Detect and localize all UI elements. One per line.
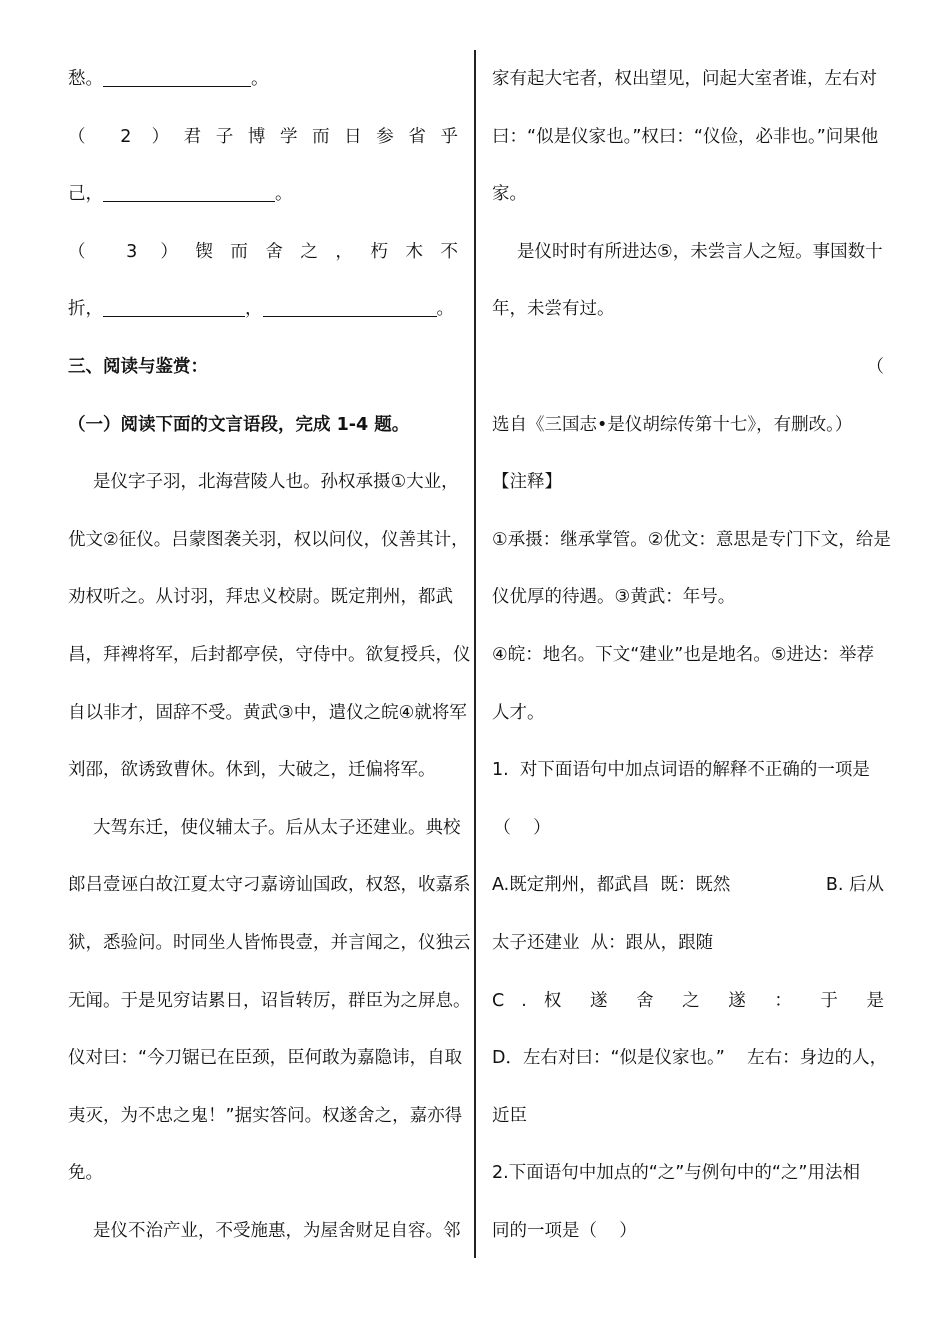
question-3-cont xyxy=(68,281,458,339)
answer-paren[interactable] xyxy=(492,800,884,858)
paragraph-line: 家有起大宅者，权出望见，问起大室者谁，左右对 xyxy=(492,69,877,89)
paragraph-line: 刘邵，欲诱致曹休。休到，大破之，迁偏将军。 xyxy=(68,760,436,781)
option-a[interactable]: A.既定荆州，都武昌 既：既然 xyxy=(492,875,731,896)
question-2-cont xyxy=(68,166,458,224)
paragraph-line: 是仪字子羽，北海营陵人也。孙权承摄①大业， xyxy=(93,472,459,493)
text: 。 xyxy=(251,69,269,89)
option-line xyxy=(492,857,884,915)
question-2: 2.下面语句中加点的“之”与例句中的“之”用法相 xyxy=(492,1163,860,1184)
subsection-heading: （一）阅读下面的文言语段，完成 1-4 题。 xyxy=(68,414,410,435)
paragraph-line: 自以非才，固辞不受。黄武③中，遣仪之皖④就将军 xyxy=(68,702,467,723)
paragraph-line: 昌，拜裨将军，后封都亭侯，守侍中。欲复授兵，仪 xyxy=(68,644,471,665)
paragraph-line: 优文②征仪。吕蒙图袭关羽，权以问仪，仪善其计， xyxy=(68,529,469,550)
option-c[interactable]: C . 权 遂 舍 之 遂 ： 于 是 xyxy=(492,990,884,1011)
right-column xyxy=(492,51,891,1260)
source-citation: 选自《三国志•是仪胡综传第十七》，有删改。） xyxy=(492,414,853,435)
paragraph-line: 劝权听之。从讨羽，拜忠义校尉。既定荆州，都武 xyxy=(68,587,453,608)
text: 愁。 xyxy=(68,69,103,89)
paragraph-line: 曰：“似是仪家也。”权曰：“仪俭，必非也。”问果他 xyxy=(492,126,879,147)
paragraph-line: 郎吕壹诬白故江夏太守刁嘉谤讪国政，权怒，收嘉系 xyxy=(68,875,471,896)
answer-blank[interactable] xyxy=(103,181,275,202)
option-b-cont: 太子还建业 从：跟从，跟随 xyxy=(492,932,714,953)
note-line: ④皖：地名。下文“建业”也是地名。⑤进达：举荐 xyxy=(492,644,875,665)
answer-blank[interactable] xyxy=(103,296,245,317)
answer-blank[interactable] xyxy=(103,66,251,87)
text: 折， xyxy=(68,299,103,320)
paragraph-line: 是仪不治产业，不受施惠，为屋舍财足自容。邻 xyxy=(93,1220,461,1241)
question-3-line: （ 3 ）锲而舍之，朽木不 xyxy=(68,241,458,262)
paragraph-line: 年，未尝有过。 xyxy=(492,299,615,320)
text: 。 xyxy=(436,299,454,320)
paragraph-line: 是仪时时有所进达⑤，未尝言人之短。事国数十 xyxy=(517,241,883,262)
fill-line-1 xyxy=(68,51,458,109)
paragraph-line: 家。 xyxy=(492,184,527,205)
option-d-cont: 近臣 xyxy=(492,1105,527,1126)
note-line: ①承摄：继承掌管。②优文：意思是专门下文，给是 xyxy=(492,529,891,550)
paragraph-line: 夷灭，为不忠之鬼！”据实答问。权遂舍之，嘉亦得 xyxy=(68,1105,463,1126)
text: 。 xyxy=(275,184,293,205)
text: ， xyxy=(245,299,263,320)
notes-title: 【注释】 xyxy=(492,472,562,493)
question-1: 1. 对下面语句中加点词语的解释不正确的一项是 xyxy=(492,760,870,781)
option-d[interactable]: D．左右对曰：“似是仪家也。” 左右：身边的人， xyxy=(492,1048,888,1069)
column-divider xyxy=(474,50,476,1258)
question-2-line: （ 2 ）君子博学而日参省乎 xyxy=(68,126,458,147)
option-b[interactable]: B. 后从 xyxy=(825,875,884,896)
answer-bracket[interactable]: （ ） xyxy=(493,817,551,838)
paragraph-line: 狱，悉验问。时同坐人皆怖畏壹，并言闻之，仪独云 xyxy=(68,932,471,953)
section-heading: 三、阅读与鉴赏： xyxy=(68,356,208,377)
text: 己， xyxy=(68,184,103,205)
left-column xyxy=(68,51,471,1260)
paragraph-line: 仪对曰：“今刀锯已在臣颈，臣何敢为嘉隐讳，自取 xyxy=(68,1048,463,1069)
note-line: 仪优厚的待遇。③黄武：年号。 xyxy=(492,587,736,608)
paragraph-line: 大驾东迁，使仪辅太子。后从太子还建业。典校 xyxy=(93,817,461,838)
source-paren: （ xyxy=(866,356,884,377)
note-line: 人才。 xyxy=(492,702,545,723)
question-2-cont: 同的一项是（ ） xyxy=(492,1220,637,1241)
paragraph-line: 免。 xyxy=(68,1163,103,1184)
paragraph-line: 无闻。于是见穷诘累日，诏旨转厉，群臣为之屏息。 xyxy=(68,990,471,1011)
answer-blank[interactable] xyxy=(263,296,437,317)
